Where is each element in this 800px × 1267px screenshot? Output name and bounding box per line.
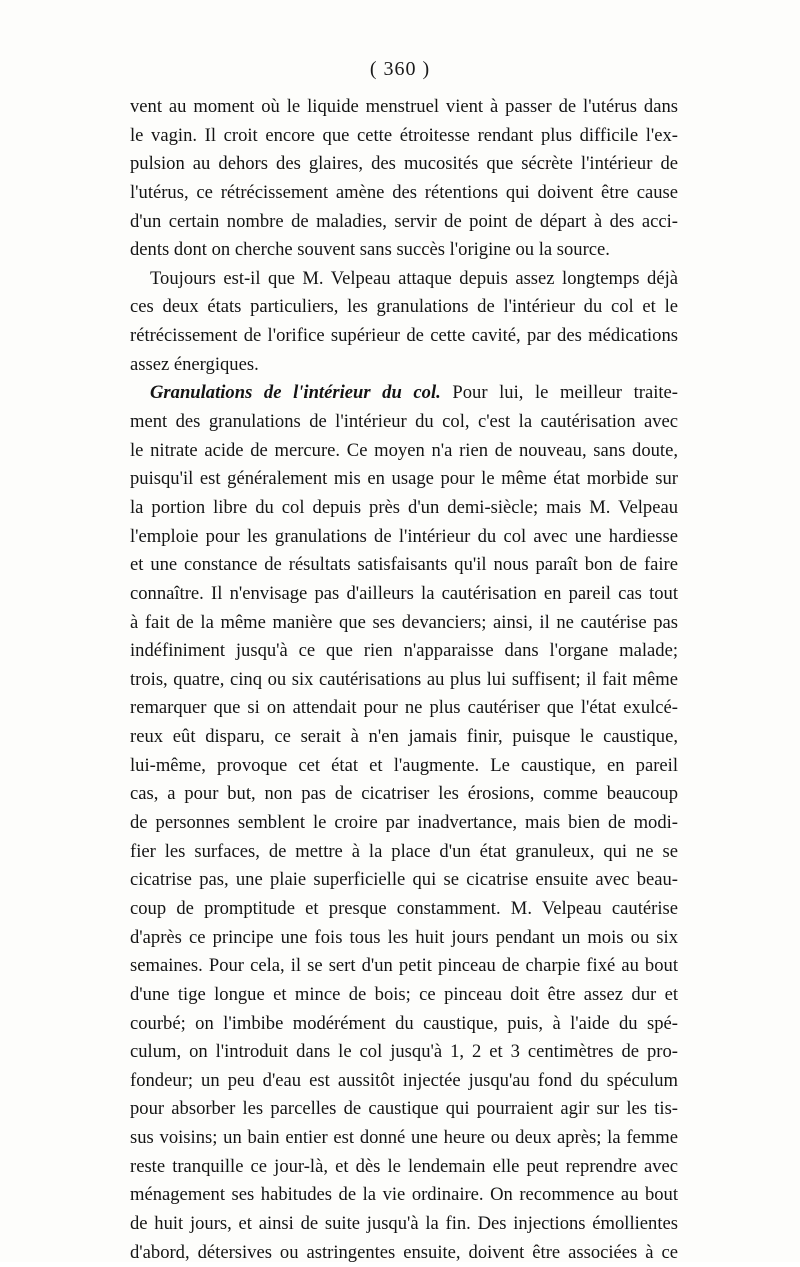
text-line <box>130 1153 678 1182</box>
text-line <box>130 924 678 953</box>
text-line <box>130 895 678 924</box>
text-line <box>130 637 678 666</box>
text-line <box>130 1124 678 1153</box>
line-text: trois, quatre, cinq ou six cautérisations au plus lui suffisent; il fait même <box>130 668 678 690</box>
line-text: l'utérus, ce rétrécissement amène des rétentions qui doivent être cause <box>130 181 678 203</box>
text-line <box>130 379 678 408</box>
text-line <box>130 208 678 237</box>
line-text: puisqu'il est généralement mis en usage pour le même état morbide sur <box>130 468 678 490</box>
line-text: pulsion au dehors des glaires, des mucosités que sécrète l'intérieur de <box>130 153 678 175</box>
line-text: vent au moment où le liquide menstruel vient à passer de l'utérus dans <box>130 96 678 117</box>
line-text: rétrécissement de l'orifice supérieur de cette cavité, par des médications <box>130 325 678 347</box>
text-line <box>130 236 678 265</box>
text-line <box>130 809 678 838</box>
line-text: courbé; on l'imbibe modérément du caustique, puis, à l'aide du spé- <box>130 1012 678 1034</box>
text-line <box>130 780 678 809</box>
line-text: de huit jours, et ainsi de suite jusqu'à la fin. Des injections émollientes <box>130 1212 678 1234</box>
body-text <box>130 93 678 1267</box>
text-line <box>130 122 678 151</box>
text-line <box>130 666 678 695</box>
text-line <box>130 866 678 895</box>
text-line <box>130 1239 678 1267</box>
line-text: d'une tige longue et mince de bois; ce pinceau doit être assez dur et <box>130 983 678 1005</box>
text-line <box>130 1095 678 1124</box>
line-text: reste tranquille ce jour-là, et dès le lendemain elle peut reprendre avec <box>130 1155 678 1177</box>
line-text: fondeur; un peu d'eau est aussitôt injectée jusqu'au fond du spéculum <box>130 1069 678 1091</box>
line-text: fier les surfaces, de mettre à la place d'un état granuleux, qui ne se <box>130 840 678 862</box>
line-text: à fait de la même manière que ses devanciers; ainsi, il ne cautérise pas <box>130 611 678 633</box>
line-text: Toujours est-il que M. Velpeau attaque depuis assez longtemps déjà <box>150 267 678 289</box>
text-line <box>130 1210 678 1239</box>
text-line <box>130 1010 678 1039</box>
line-text: culum, on l'introduit dans le col jusqu'à 1, 2 et 3 centimètres de pro- <box>130 1041 678 1063</box>
line-text: la portion libre du col depuis près d'un demi-siècle; mais M. Velpeau <box>130 496 678 518</box>
line-text: assez énergiques. <box>130 353 259 375</box>
line-text: cas, a pour but, non pas de cicatriser les érosions, comme beaucoup <box>130 783 678 805</box>
line-text: connaître. Il n'envisage pas d'ailleurs la cautérisation en pareil cas tout <box>130 582 678 604</box>
text-line <box>130 408 678 437</box>
text-line <box>130 265 678 294</box>
page-number: ( 360 ) <box>369 58 431 80</box>
line-text: ment des granulations de l'intérieur du col, c'est la cautérisation avec <box>130 411 678 433</box>
line-text: le nitrate acide de mercure. Ce moyen n'a rien de nouveau, sans doute, <box>130 439 678 461</box>
text-line <box>130 523 678 552</box>
line-text: ces deux états particuliers, les granulations de l'intérieur du col et le <box>130 296 678 318</box>
text-line <box>130 494 678 523</box>
text-line <box>130 551 678 580</box>
text-line <box>130 465 678 494</box>
text-line <box>130 293 678 322</box>
text-line <box>130 694 678 723</box>
text-line <box>130 580 678 609</box>
text-line <box>130 752 678 781</box>
line-text: l'emploie pour les granulations de l'intérieur du col avec une hardiesse <box>130 525 678 547</box>
line-text: coup de promptitude et presque constamment. M. Velpeau cautérise <box>130 897 678 919</box>
text-line <box>130 723 678 752</box>
line-text: indéfiniment jusqu'à ce que rien n'apparaisse dans l'organe malade; <box>130 640 678 662</box>
line-text: sus voisins; un bain entier est donné une heure ou deux après; la femme <box>130 1127 678 1149</box>
text-line <box>130 437 678 466</box>
line-text: de personnes semblent le croire par inadvertance, mais bien de modi- <box>130 812 678 834</box>
line-text: et une constance de résultats satisfaisants qu'il nous paraît bon de faire <box>130 554 678 576</box>
line-text: remarquer que si on attendait pour ne plus cautériser que l'état exulcé- <box>130 697 678 719</box>
line-text: semaines. Pour cela, il se sert d'un petit pinceau de charpie fixé au bout <box>130 955 678 977</box>
line-text: dents dont on cherche souvent sans succès l'origine ou la source. <box>130 239 610 261</box>
line-text: cicatrise pas, une plaie superficielle qui se cicatrise ensuite avec beau- <box>130 869 678 891</box>
line-text: reux eût disparu, ce serait à n'en jamais finir, puisque le caustique, <box>130 726 678 748</box>
line-text: Pour lui, le meilleur traite- <box>440 382 678 404</box>
text-line <box>130 322 678 351</box>
line-text: lui-même, provoque cet état et l'augmente. Le caustique, en pareil <box>130 754 678 776</box>
line-text: le vagin. Il croit encore que cette étroitesse rendant plus difficile l'ex- <box>130 124 678 146</box>
text-line <box>130 609 678 638</box>
line-text: ménagement ses habitudes de la vie ordinaire. On recommence au bout <box>130 1184 678 1206</box>
text-line <box>130 1038 678 1067</box>
text-line <box>130 838 678 867</box>
text-line <box>130 952 678 981</box>
text-line <box>130 1067 678 1096</box>
text-line <box>130 179 678 208</box>
line-text: pour absorber les parcelles de caustique qui pourraient agir sur les tis- <box>130 1098 678 1120</box>
text-line <box>130 150 678 179</box>
text-line <box>130 93 678 122</box>
line-text: d'un certain nombre de maladies, servir de point de départ à des acci- <box>130 210 678 232</box>
line-text: d'après ce principe une fois tous les huit jours pendant un mois ou six <box>130 926 678 948</box>
section-title: Granulations de l'intérieur du col. <box>150 382 441 404</box>
line-text: d'abord, détersives ou astringentes ensuite, doivent être associées à ce <box>130 1241 678 1263</box>
text-line <box>130 351 678 380</box>
text-line <box>130 1181 678 1210</box>
text-line <box>130 981 678 1010</box>
